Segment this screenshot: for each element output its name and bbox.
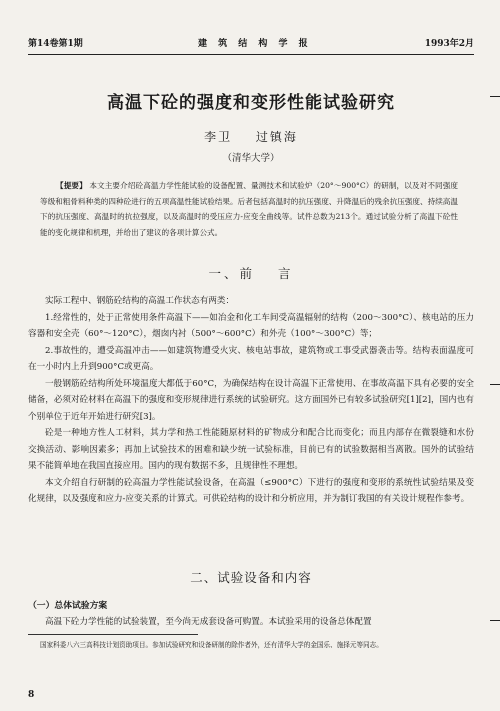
introduction-body <box>28 293 474 508</box>
abstract <box>40 178 458 240</box>
footnote: 国家科委八六三高科技计划资助项目。参加试验研究和设备研制的除作者外，还有清华大学的金国乐、施择元等同志。 <box>40 641 383 649</box>
paragraph: 2.事故性的，遭受高温冲击——如建筑物遭受火灾、核电站事故，建筑物或工事受武器袭击等。结构表面温度可在一小时内上升到900°C或更高。 <box>28 345 474 372</box>
running-header <box>28 36 474 52</box>
paragraph: 1.经常性的，处于正常使用条件高温下——如冶金和化工车间受高温辐射的结构（200～300°C）、核电站的压力容器和安全壳（60°～120°C），烟囱内衬（500°～600°C）和外壳（100°～300°C）等； <box>28 312 474 339</box>
footnote-rule <box>28 634 198 635</box>
abstract-label: 【提要】 <box>56 181 87 190</box>
paragraph: 一般钢筋砼结构所处环境温度大都低于60°C，为确保结构在设计高温下正常使用、在事故高温下具有必要的安全储备，必须对砼材料在高温下的强度和变形规律进行系统的试验研究。这方面国外已有较多试验研究[1][2]，国内也有个别单位于近年开始进行研究[3]。 <box>28 378 474 422</box>
header-rule <box>28 54 474 55</box>
paragraph: 本文介绍自行研制的砼高温力学性能试验设备，在高温（≤900°C）下进行的强度和变形的系统性试验结果及变化规律，以及强度和应力-应变关系的计算式。可供砼结构的设计和分析应用，并为制订我国的有关设计规程作参考。 <box>28 477 474 504</box>
paragraph: 砼是一种地方性人工材料，其力学和热工性能随原材料的矿物成分和配合比而变化；而且内部存在微裂缝和水份交换活动、影响因素多；再加上试验技术的困难和缺少统一试验标准，目前已有的试验数据相当离散。国外的试验结果不能简单地在我国直接应用。国内的现有数据不多，且规律性不理想。 <box>28 428 474 471</box>
article-authors: 李卫 过镇海 <box>204 130 298 144</box>
equipment-body <box>28 614 474 631</box>
article-title: 高温下砼的强度和变形性能试验研究 <box>107 93 395 113</box>
section-heading-equipment: 二、试验设备和内容 <box>190 570 312 585</box>
header-volume: 第14卷第1期 <box>28 39 83 49</box>
page-number: 8 <box>28 690 35 700</box>
header-date: 1993年2月 <box>424 39 474 49</box>
scan-edge-mark <box>490 384 500 385</box>
abstract-text: 本文主要介绍砼高温力学性能试验的设备配置、量测技术和试验炉（20°～900°C）的研制，以及对不同强度等级和粗骨料种类的四种砼进行的五项高温性能试验结果。后者包括高温时的抗压强度、升降温后的残余抗压强度、持续高温下的抗压强度、高温时的抗拉强度，以及高温时的受压应力-应变全曲线等。试件总数为213个。通过试验分析了高温下砼性能的变化规律和机理，并给出了建议的各项计算公式。 <box>40 181 459 237</box>
paragraph: 实际工程中、钢筋砼结构的高温工作状态有两类： <box>45 296 235 306</box>
section-heading-introduction: 一、前 言 <box>208 266 294 281</box>
scan-edge-mark <box>490 620 500 621</box>
author-affiliation: （清华大学） <box>222 153 280 164</box>
paragraph: 高温下砼力学性能的试验装置，至今尚无成套设备可购置。本试验采用的设备总体配置 <box>45 617 372 627</box>
subsection-heading: （一）总体试验方案 <box>28 601 108 611</box>
header-journal: 建 筑 结 构 学 报 <box>198 39 312 49</box>
scan-edge-mark <box>490 96 500 97</box>
